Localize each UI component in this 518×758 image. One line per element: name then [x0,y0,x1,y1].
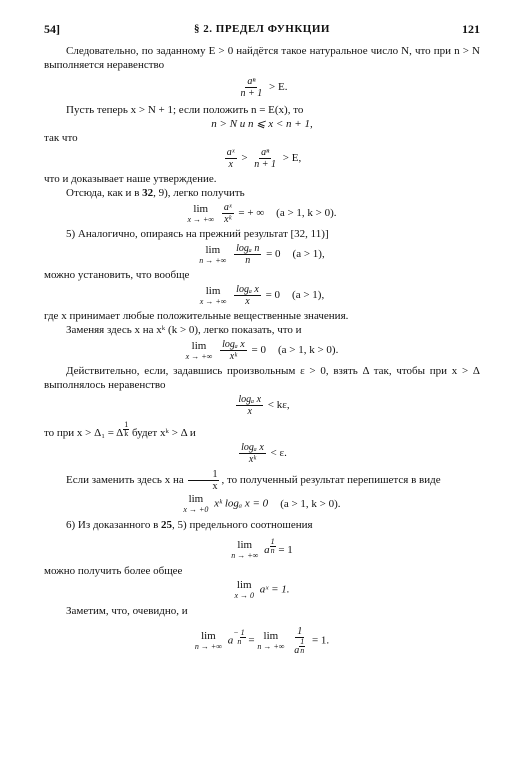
paragraph-8: где x принимает любые положительные вещественные значения. [44,310,349,322]
formula-11: lim n → +∞ a $\frac{1}{n}$ = 1 [231,537,293,561]
formula-8: $\frac{\text{logₐ x}}{x}$ < kε, [238,394,290,417]
paragraph-6: 5) Аналогично, опираясь на прежний результат [32, 11)] [66,228,329,240]
paragraph-13: 6) Из доказанного в 25, 5) предельного соотношения [66,519,313,531]
paragraph-11: то при x > Δ₁ = Δ $\frac{1}{k}$ будет xᵏ > Δ и [44,420,196,439]
formula-12: lim x → 0 aˣ = 1. [234,579,290,601]
formula-2: n > N и n ⩽ x < n + 1, [211,118,313,130]
paragraph-5: Отсюда, как и в 32, 9), легко получить [66,187,245,199]
formula-3: $\frac{\text{aˣ}}{x}$ > $\frac{\text{aⁿ}}{n + 1}$ > E, [226,147,302,170]
paragraph-10: Действительно, если, задавшись произвольным ε > 0, взять Δ так, чтобы при x > Δ выполнялось неравенство [44,365,480,391]
formula-5: lim n → +∞ $\frac{\text{logₐ n}}{n}$ = 0 (a > 1), [199,243,325,266]
formula-4: lim x → +∞ $\frac{\text{aˣ}}{\text{xᵏ}}$ = + ∞ (a > 1, k > 0). [187,202,337,225]
paragraph-9: Заменяя здесь x на xᵏ (k > 0), легко показать, что и [66,324,302,336]
formula-10: lim x → +0 xᵏ logₐ x = 0 (a > 1, k > 0). [183,493,341,514]
paragraph-3: так что [44,132,78,144]
page-header [44,22,480,38]
formula-9: $\frac{\text{logₐ x}}{\text{xᵏ}}$ < ε. [241,442,287,465]
paragraph-15: Заметим, что, очевидно, и [66,605,188,618]
paragraph-12: Если заменить здесь x на $\frac{1}{x}$ , то полученный результат перепишется в виде [66,469,441,492]
paragraph-1: Следовательно, по заданному Е > 0 найдётся такое натуральное число N, что при n > N выполняется неравенство [44,45,480,71]
paragraph-4: что и доказывает наше утверждение. [44,173,217,185]
page-number: 121 [462,22,480,36]
formula-1: $\frac{\text{aⁿ}}{n + 1}$ > E. [240,76,288,99]
paragraph-7: можно установить, что вообще [44,269,190,281]
running-title: § 2. ПРЕДЕЛ ФУНКЦИИ [194,23,330,35]
formula-7: lim x → +∞ $\frac{\text{logₐ x}}{\text{xᵏ}}$ = 0 (a > 1, k > 0). [185,339,339,362]
section-number: 54] [44,22,60,36]
formula-13: lim n → +∞ a − 1 n = lim n → +∞ 1 a $\frac{1}{n}$ = 1. [194,626,330,657]
paragraph-2: Пусть теперь x > N + 1; если положить n = E(x), то [66,104,304,116]
paragraph-14: можно получить более общее [44,565,183,578]
page-body [44,44,480,658]
formula-6: lim x → +∞ $\frac{\text{logₐ x}}{x}$ = 0 (a > 1), [199,284,325,307]
